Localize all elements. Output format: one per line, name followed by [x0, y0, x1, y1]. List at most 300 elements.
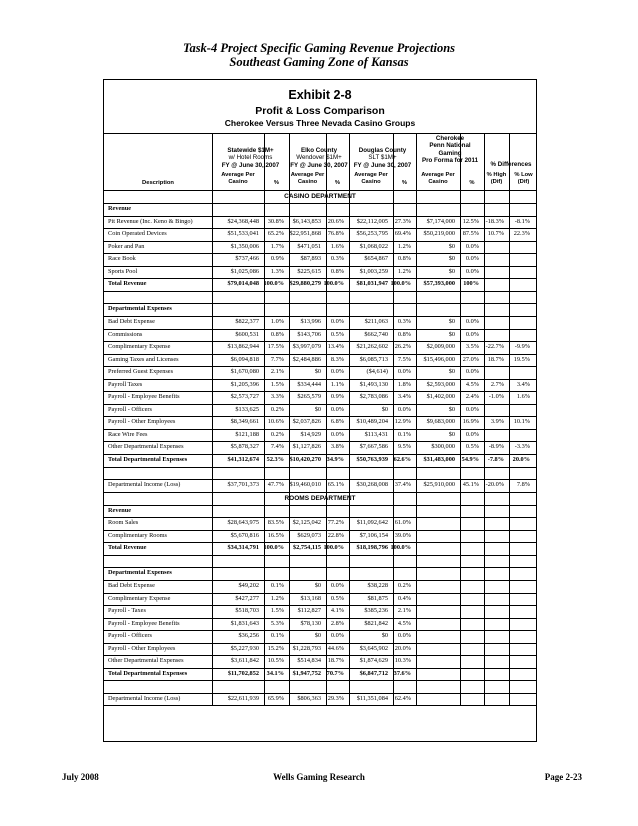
- row-label: Payroll - Officers: [108, 405, 152, 413]
- row-value: $0: [314, 368, 321, 376]
- row-rule: [104, 605, 536, 606]
- row-label: Pit Revenue (Inc. Keno & Bingo): [108, 217, 193, 225]
- row-label: Payroll - Officers: [108, 632, 152, 640]
- row-value: $0: [448, 405, 455, 413]
- column-header-line: %: [273, 180, 280, 186]
- column-header-line: Average Per: [290, 172, 325, 178]
- row-value: 65.9%: [267, 694, 284, 702]
- row-value: 0.8%: [397, 330, 411, 338]
- row-rule: [104, 391, 536, 392]
- row-value: $11,092,642: [356, 519, 388, 527]
- row-value: 18.7%: [487, 355, 504, 363]
- row-value: $1,068,022: [359, 242, 388, 250]
- row-value: 0.8%: [330, 267, 344, 275]
- row-rule: [104, 643, 536, 644]
- group-header-line: Cherokee: [435, 135, 465, 142]
- row-label: Departmental Income (Loss): [108, 694, 181, 702]
- row-value: 0.0%: [330, 405, 344, 413]
- column-rule: [484, 133, 485, 705]
- row-value: 13.4%: [327, 343, 344, 351]
- row-value: 37.4%: [394, 481, 411, 489]
- row-value: 12.9%: [394, 418, 411, 426]
- row-label: Preferred Guest Expenses: [108, 368, 174, 376]
- row-rule: [104, 467, 536, 468]
- row-value: 9.5%: [397, 443, 411, 451]
- row-label: Other Departmental Expenses: [108, 443, 184, 451]
- row-label: Complimentary Rooms: [108, 531, 167, 539]
- group-header-line: FY @ June 30, 2007: [221, 161, 280, 169]
- row-label: Revenue: [108, 506, 132, 514]
- row-rule: [104, 266, 536, 267]
- row-value: 18.7%: [327, 657, 344, 665]
- group-header-line: Douglas County: [358, 147, 407, 154]
- row-value: $49,202: [238, 581, 259, 589]
- row-rule: [104, 441, 536, 442]
- section-rule: [104, 203, 536, 204]
- row-value: -3.3%: [514, 443, 530, 451]
- row-value: $31,483,000: [423, 456, 455, 463]
- row-label: Other Departmental Expenses: [108, 657, 184, 665]
- row-value: ($4,614): [366, 368, 388, 376]
- section-title: CASINO DEPARTMENT: [284, 193, 356, 200]
- group-header: [212, 147, 289, 169]
- column-header-line: %: [469, 180, 475, 186]
- row-label: Race Wire Fees: [108, 430, 148, 438]
- row-value: 0.3%: [397, 317, 411, 325]
- row-value: 6.8%: [330, 418, 344, 426]
- row-value: 2.7%: [490, 380, 504, 388]
- row-value: $1,025,086: [230, 267, 259, 275]
- row-value: 0.0%: [397, 368, 411, 376]
- row-value: $36,256: [238, 632, 259, 640]
- row-value: -9.9%: [514, 343, 530, 351]
- row-value: $22,951,868: [289, 230, 321, 238]
- row-value: -18.3%: [485, 217, 504, 225]
- column-header: [349, 172, 393, 186]
- row-value: 100.0%: [390, 544, 411, 552]
- column-header-line: % Low: [514, 172, 533, 178]
- column-rule: [349, 133, 350, 705]
- row-value: 0.0%: [465, 405, 479, 413]
- row-label: Total Revenue: [108, 280, 147, 288]
- column-header-line: (Dif): [490, 179, 503, 185]
- row-rule: [104, 492, 536, 493]
- row-rule: [104, 705, 536, 706]
- row-value: $41,312,674: [227, 456, 259, 463]
- row-value: 0.0%: [465, 242, 479, 250]
- row-label: Total Departmental Expenses: [108, 669, 188, 677]
- row-value: $806,363: [297, 694, 321, 702]
- row-value: $13,168: [300, 594, 321, 602]
- column-rule: [416, 133, 417, 705]
- row-label: Gaming Taxes and Licenses: [108, 355, 179, 363]
- row-value: 61.0%: [394, 519, 411, 527]
- row-value: $2,573,727: [230, 393, 259, 401]
- group-header: [416, 135, 484, 165]
- row-value: 0.2%: [270, 405, 284, 413]
- row-value: $385,236: [364, 607, 388, 615]
- row-value: $0: [448, 317, 455, 325]
- row-value: 1.5%: [270, 380, 284, 388]
- row-value: 0.3%: [330, 255, 344, 263]
- column-rule: [393, 133, 394, 705]
- row-value: $1,947,752: [292, 669, 321, 677]
- column-header: [460, 180, 484, 187]
- column-header-line: (Dif): [517, 179, 530, 185]
- row-label: Complimentary Expense: [108, 343, 171, 351]
- column-header-line: Average Per: [421, 172, 455, 178]
- row-value: $87,893: [300, 255, 321, 263]
- row-value: $6,094,818: [230, 355, 259, 363]
- row-value: 0.9%: [270, 255, 284, 263]
- column-header: [509, 172, 538, 186]
- group-header-line: FY @ June 30, 2007: [290, 161, 348, 169]
- row-value: $51,533,041: [227, 230, 259, 238]
- column-header-line: %: [401, 180, 408, 186]
- exhibit-subtitle: Profit & Loss Comparison: [255, 105, 385, 117]
- row-value: 8.3%: [330, 355, 344, 363]
- row-value: $2,754,115: [293, 544, 321, 552]
- group-header-line: Penn National: [429, 142, 471, 150]
- row-value: 15.2%: [267, 644, 284, 652]
- column-header: [393, 180, 416, 187]
- footer-date: July 2008: [62, 772, 99, 782]
- row-value: $81,031,947: [356, 280, 388, 288]
- row-label: Departmental Income (Loss): [108, 481, 181, 489]
- row-value: 0.1%: [270, 632, 284, 640]
- row-value: 100.0%: [263, 280, 284, 288]
- row-value: $0: [448, 430, 455, 438]
- column-header: [212, 172, 264, 186]
- row-value: $81,875: [367, 594, 388, 602]
- row-value: $13,996: [300, 317, 321, 325]
- row-value: 26.2%: [394, 343, 411, 351]
- row-value: 3.9%: [490, 418, 504, 426]
- row-value: $30,268,008: [356, 481, 388, 489]
- row-value: $265,579: [297, 393, 321, 401]
- row-value: 0.5%: [465, 443, 479, 451]
- group-header-line: % Differences: [490, 161, 532, 168]
- row-value: -7.8%: [487, 456, 504, 463]
- row-value: 100.0%: [390, 280, 411, 288]
- row-value: 0.8%: [270, 330, 284, 338]
- row-value: 10.1%: [513, 418, 530, 426]
- row-value: 4.5%: [397, 619, 411, 627]
- row-value: 1.6%: [330, 242, 344, 250]
- row-rule: [104, 303, 536, 304]
- row-value: 0.2%: [270, 430, 284, 438]
- row-value: $22,611,939: [227, 694, 259, 702]
- row-label: Revenue: [108, 205, 132, 212]
- row-value: $1,205,396: [230, 380, 259, 388]
- row-value: $1,350,006: [230, 242, 259, 250]
- row-value: $143,706: [297, 330, 321, 338]
- group-header-line: SLT $1M+: [368, 154, 397, 162]
- row-value: 0.0%: [465, 267, 479, 275]
- row-label: Payroll - Taxes: [108, 607, 146, 615]
- row-rule: [104, 530, 536, 531]
- column-header-line: Casino: [297, 179, 318, 185]
- row-value: 3.8%: [330, 443, 344, 451]
- row-value: 7.7%: [270, 355, 284, 363]
- row-value: 0.0%: [330, 581, 344, 589]
- row-rule: [104, 216, 536, 217]
- row-value: $28,643,975: [227, 519, 259, 527]
- row-label: Departmental Expenses: [108, 305, 172, 313]
- row-rule: [104, 479, 536, 480]
- row-rule: [104, 517, 536, 518]
- row-value: $11,351,084: [356, 694, 388, 702]
- row-value: $10,420,270: [289, 456, 321, 463]
- group-header-line: Statewide $1M+: [227, 147, 274, 154]
- row-value: $600,531: [235, 330, 259, 338]
- row-value: $7,174,000: [426, 217, 455, 225]
- row-value: $2,484,886: [292, 355, 321, 363]
- row-value: 22.3%: [513, 230, 530, 238]
- row-rule: [104, 668, 536, 669]
- row-rule: [104, 555, 536, 556]
- column-rule: [509, 133, 510, 705]
- row-value: -8.9%: [488, 443, 504, 451]
- row-label: Complimentary Expense: [108, 594, 171, 602]
- column-header-line: Casino: [428, 179, 448, 185]
- row-value: $1,228,793: [292, 644, 321, 652]
- row-value: $22,112,005: [356, 217, 388, 225]
- row-value: $0: [314, 405, 321, 413]
- row-rule: [104, 228, 536, 229]
- row-value: $518,703: [235, 607, 259, 615]
- column-header-description: Description: [142, 180, 174, 186]
- row-value: $629,073: [297, 531, 321, 539]
- row-value: $0: [314, 581, 321, 589]
- row-value: $113,431: [364, 430, 388, 438]
- row-value: $3,611,842: [230, 657, 259, 665]
- row-value: 2.4%: [465, 393, 479, 401]
- column-rule: [212, 133, 213, 705]
- row-rule: [104, 593, 536, 594]
- row-value: $0: [448, 267, 455, 275]
- row-rule: [104, 316, 536, 317]
- row-value: 30.8%: [267, 217, 284, 225]
- row-rule: [104, 241, 536, 242]
- column-header-line: Average Per: [221, 172, 255, 178]
- column-header: [289, 172, 326, 186]
- row-value: $34,314,791: [227, 544, 259, 552]
- row-value: 3.4%: [516, 380, 530, 388]
- row-value: $37,701,373: [227, 481, 259, 489]
- row-value: $56,253,795: [356, 230, 388, 238]
- row-value: $8,349,661: [230, 418, 259, 426]
- row-value: 45.1%: [462, 481, 479, 489]
- row-value: 65.1%: [327, 481, 344, 489]
- row-label: Sports Pool: [108, 267, 138, 275]
- row-value: $25,910,000: [423, 481, 455, 489]
- row-label: Departmental Expenses: [108, 569, 172, 577]
- row-value: $225,615: [297, 267, 321, 275]
- row-label: Payroll - Employee Benefits: [108, 619, 180, 627]
- row-rule: [104, 618, 536, 619]
- row-value: $5,670,816: [230, 531, 259, 539]
- row-value: 2.1%: [270, 368, 284, 376]
- row-label: Bad Debt Expense: [108, 317, 155, 325]
- row-value: $1,670,080: [230, 368, 259, 376]
- row-value: $18,198,796: [356, 544, 388, 552]
- row-value: 0.2%: [397, 581, 411, 589]
- row-value: $57,393,000: [423, 280, 455, 288]
- row-value: 1.0%: [270, 317, 284, 325]
- row-value: 0.0%: [465, 255, 479, 263]
- row-value: $822,377: [235, 317, 259, 325]
- row-label: Room Sales: [108, 519, 139, 527]
- row-value: $11,702,852: [227, 669, 259, 677]
- row-label: Total Departmental Expenses: [108, 456, 188, 463]
- row-value: 1.8%: [397, 380, 411, 388]
- row-value: $5,878,327: [230, 443, 259, 451]
- row-rule: [104, 630, 536, 631]
- row-value: $50,763,939: [356, 456, 388, 463]
- group-header-line: w/ Hotel Rooms: [228, 154, 273, 162]
- row-value: $821,842: [364, 619, 388, 627]
- row-label: Coin Operated Devices: [108, 230, 167, 238]
- row-value: $50,219,000: [423, 230, 455, 238]
- row-label: Commissions: [108, 330, 143, 338]
- row-value: 34.9%: [326, 456, 344, 463]
- section-title: ROOMS DEPARTMENT: [284, 494, 356, 502]
- row-value: 20.0%: [394, 644, 411, 652]
- row-value: $654,867: [364, 255, 388, 263]
- exhibit-table: [103, 79, 537, 742]
- row-rule: [104, 693, 536, 694]
- row-value: $2,783,086: [359, 393, 388, 401]
- row-value: 62.4%: [394, 694, 411, 702]
- group-header: [484, 161, 538, 168]
- row-value: 1.2%: [397, 242, 411, 250]
- row-value: 17.5%: [267, 343, 284, 351]
- column-header-line: % High: [486, 172, 507, 178]
- row-value: $13,862,944: [227, 343, 259, 351]
- row-value: 0.0%: [330, 317, 344, 325]
- column-header: [264, 180, 289, 187]
- group-header-line: Pro Forma for 2011: [421, 157, 479, 165]
- row-value: 7.8%: [516, 481, 530, 489]
- row-rule: [104, 655, 536, 656]
- row-value: 52.3%: [266, 456, 284, 463]
- row-value: 0.5%: [330, 594, 344, 602]
- header-bottom-rule: [104, 190, 536, 191]
- row-value: $6,143,853: [292, 217, 321, 225]
- row-label: Payroll - Employee Benefits: [108, 393, 180, 401]
- row-value: $471,051: [297, 242, 321, 250]
- row-value: 62.6%: [393, 456, 411, 463]
- row-label: Payroll - Other Employees: [108, 644, 176, 652]
- row-label: Bad Debt Expense: [108, 581, 155, 589]
- row-value: 22.8%: [327, 531, 344, 539]
- row-value: $9,683,000: [426, 418, 455, 426]
- row-value: $24,368,448: [227, 217, 259, 225]
- row-rule: [104, 416, 536, 417]
- row-value: $334,444: [297, 380, 321, 388]
- page-subtitle: Southeast Gaming Zone of Kansas: [229, 55, 409, 69]
- row-rule: [104, 278, 536, 279]
- row-value: 3.4%: [397, 393, 411, 401]
- row-value: 10.6%: [267, 418, 284, 426]
- row-value: $0: [381, 632, 388, 640]
- row-value: $1,127,826: [292, 443, 321, 451]
- row-value: $514,834: [297, 657, 321, 665]
- row-value: 100.0%: [323, 280, 344, 288]
- row-value: 100.0%: [263, 544, 284, 552]
- row-value: $1,003,259: [359, 267, 388, 275]
- section-rule: [104, 505, 536, 506]
- row-value: 100.0%: [323, 544, 344, 552]
- row-value: $10,489,204: [356, 418, 388, 426]
- row-rule: [104, 680, 536, 681]
- row-value: 1.7%: [270, 242, 284, 250]
- group-header-line: Wendover $1M+: [296, 154, 342, 162]
- row-value: $121,188: [235, 430, 259, 438]
- row-value: 0.4%: [397, 594, 411, 602]
- row-value: $7,667,586: [359, 443, 388, 451]
- row-value: $1,493,130: [359, 380, 388, 388]
- row-rule: [104, 366, 536, 367]
- row-value: 70.7%: [326, 669, 344, 677]
- row-value: $112,827: [297, 607, 321, 615]
- row-rule: [104, 379, 536, 380]
- row-value: 2.1%: [397, 607, 411, 615]
- column-header: [326, 180, 349, 187]
- row-value: $0: [448, 368, 455, 376]
- row-value: 0.8%: [397, 255, 411, 263]
- row-rule: [104, 429, 536, 430]
- row-value: $15,496,000: [423, 355, 455, 363]
- row-value: $427,277: [235, 594, 259, 602]
- row-rule: [104, 291, 536, 292]
- row-value: $133,625: [235, 405, 259, 413]
- row-label: Total Revenue: [108, 544, 147, 552]
- row-value: 4.5%: [465, 380, 479, 388]
- row-value: $29,880,279: [289, 280, 321, 288]
- row-value: 29.3%: [327, 694, 344, 702]
- row-rule: [104, 454, 536, 455]
- row-value: $2,009,000: [426, 343, 455, 351]
- row-value: $662,740: [364, 330, 388, 338]
- row-value: 44.6%: [327, 644, 344, 652]
- row-value: $14,929: [300, 430, 321, 438]
- row-label: Payroll Taxes: [108, 380, 143, 388]
- row-value: 37.6%: [393, 669, 411, 677]
- group-header: [349, 147, 416, 169]
- row-value: 100%: [463, 280, 479, 288]
- row-value: 47.7%: [267, 481, 284, 489]
- row-label: Race Book: [108, 255, 136, 263]
- page-title: Task-4 Project Specific Gaming Revenue Projections: [182, 41, 456, 55]
- row-value: $2,593,000: [426, 380, 455, 388]
- row-value: 0.0%: [397, 632, 411, 640]
- row-value: $0: [448, 242, 455, 250]
- column-rule: [460, 133, 461, 705]
- column-rule: [264, 133, 265, 705]
- column-header: [484, 172, 509, 186]
- row-value: $19,460,010: [289, 481, 321, 489]
- row-value: $3,997,079: [292, 343, 321, 351]
- column-header: [416, 172, 460, 186]
- row-value: 0.0%: [465, 330, 479, 338]
- row-value: 4.1%: [330, 607, 344, 615]
- row-value: 1.3%: [270, 267, 284, 275]
- row-value: 3.3%: [270, 393, 284, 401]
- row-value: 0.1%: [397, 430, 411, 438]
- row-value: $2,037,826: [292, 418, 321, 426]
